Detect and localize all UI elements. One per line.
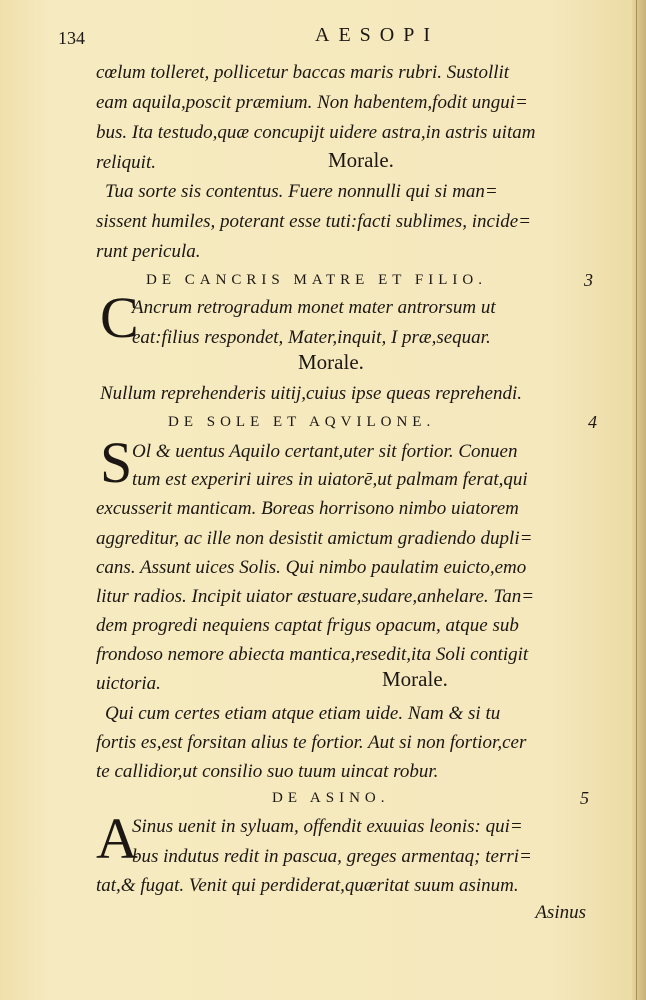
moral-line: te callidior,ut consilio suo tuum uincat robur.: [96, 761, 439, 782]
moral-line: fortis es,est forsitan alius te fortior. Aut si non fortior,cer: [96, 732, 527, 753]
moral-line: Qui cum certes etiam atque etiam uide. Nam & si tu: [105, 703, 501, 724]
text-line: frondoso nemore abiecta mantica,resedit,ita Soli contigit: [96, 644, 529, 665]
morale-heading: Morale.: [298, 350, 364, 374]
text-line: dem progredi nequiens captat frigus opacum, atque sub: [96, 615, 519, 636]
text-line: Sinus uenit in syluam, offendit exuuias leonis: qui=: [132, 816, 523, 837]
drop-capital: A: [96, 806, 138, 871]
moral-line: runt pericula.: [96, 241, 201, 262]
fable-title: DE CANCRIS MATRE ET FILIO.: [146, 272, 487, 288]
moral-line: Nullum reprehenderis uitij,cuius ipse queas reprehendi.: [100, 383, 522, 404]
drop-capital: C: [100, 285, 139, 350]
text-line: bus indutus redit in pascua, greges armentaq; terri=: [132, 846, 532, 867]
running-title: AESOPI: [315, 24, 440, 46]
text-line: reliquit.: [96, 152, 156, 173]
moral-line: Tua sorte sis contentus. Fuere nonnulli qui si man=: [105, 181, 498, 202]
text-line: aggreditur, ac ille non desistit amictum gradiendo dupli=: [96, 528, 533, 549]
text-line: uictoria.: [96, 673, 161, 694]
text-line: tat,& fugat. Venit qui perdiderat,quæritat suum asinum.: [96, 875, 519, 896]
text-line: eam aquila,poscit præmium. Non habentem,fodit ungui=: [96, 92, 528, 113]
morale-heading: Morale.: [382, 667, 448, 691]
fable-number: 5: [580, 788, 589, 808]
page-number: 134: [58, 28, 85, 48]
drop-capital: S: [100, 430, 133, 495]
text-line: bus. Ita testudo,quæ concupijt uidere astra,in astris uitam: [96, 122, 536, 143]
text-line: cœlum tolleret, pollicetur baccas maris rubri. Sustollit: [96, 62, 510, 83]
fable-title: DE SOLE ET AQVILONE.: [168, 414, 436, 430]
text-line: cans. Assunt uices Solis. Qui nimbo paulatim euicto,emo: [96, 557, 527, 578]
text-line: litur radios. Incipit uiator æstuare,sudare,anhelare. Tan=: [96, 586, 535, 607]
text-line: tum est experiri uires in uiatorē,ut palmam ferat,qui: [132, 469, 528, 490]
morale-heading: Morale.: [328, 148, 394, 172]
catchword: Asinus: [535, 902, 586, 923]
text-line: Ancrum retrogradum monet mater antrorsum ut: [132, 297, 496, 318]
fable-number: 3: [584, 270, 593, 290]
text-line: excusserit manticam. Boreas horrisono nimbo uiatorem: [96, 498, 519, 519]
text-line: eat:filius respondet, Mater,inquit, I præ,sequar.: [132, 327, 491, 348]
page-edge: [632, 0, 646, 1000]
fable-title: DE ASINO.: [272, 790, 390, 806]
running-header: [58, 24, 598, 54]
text-line: Ol & uentus Aquilo certant,uter sit fortior. Conuen: [132, 441, 518, 462]
fable-number: 4: [588, 412, 597, 432]
moral-line: sissent humiles, poterant esse tuti:facti sublimes, incide=: [96, 211, 531, 232]
page-edge-line: [636, 0, 637, 1000]
